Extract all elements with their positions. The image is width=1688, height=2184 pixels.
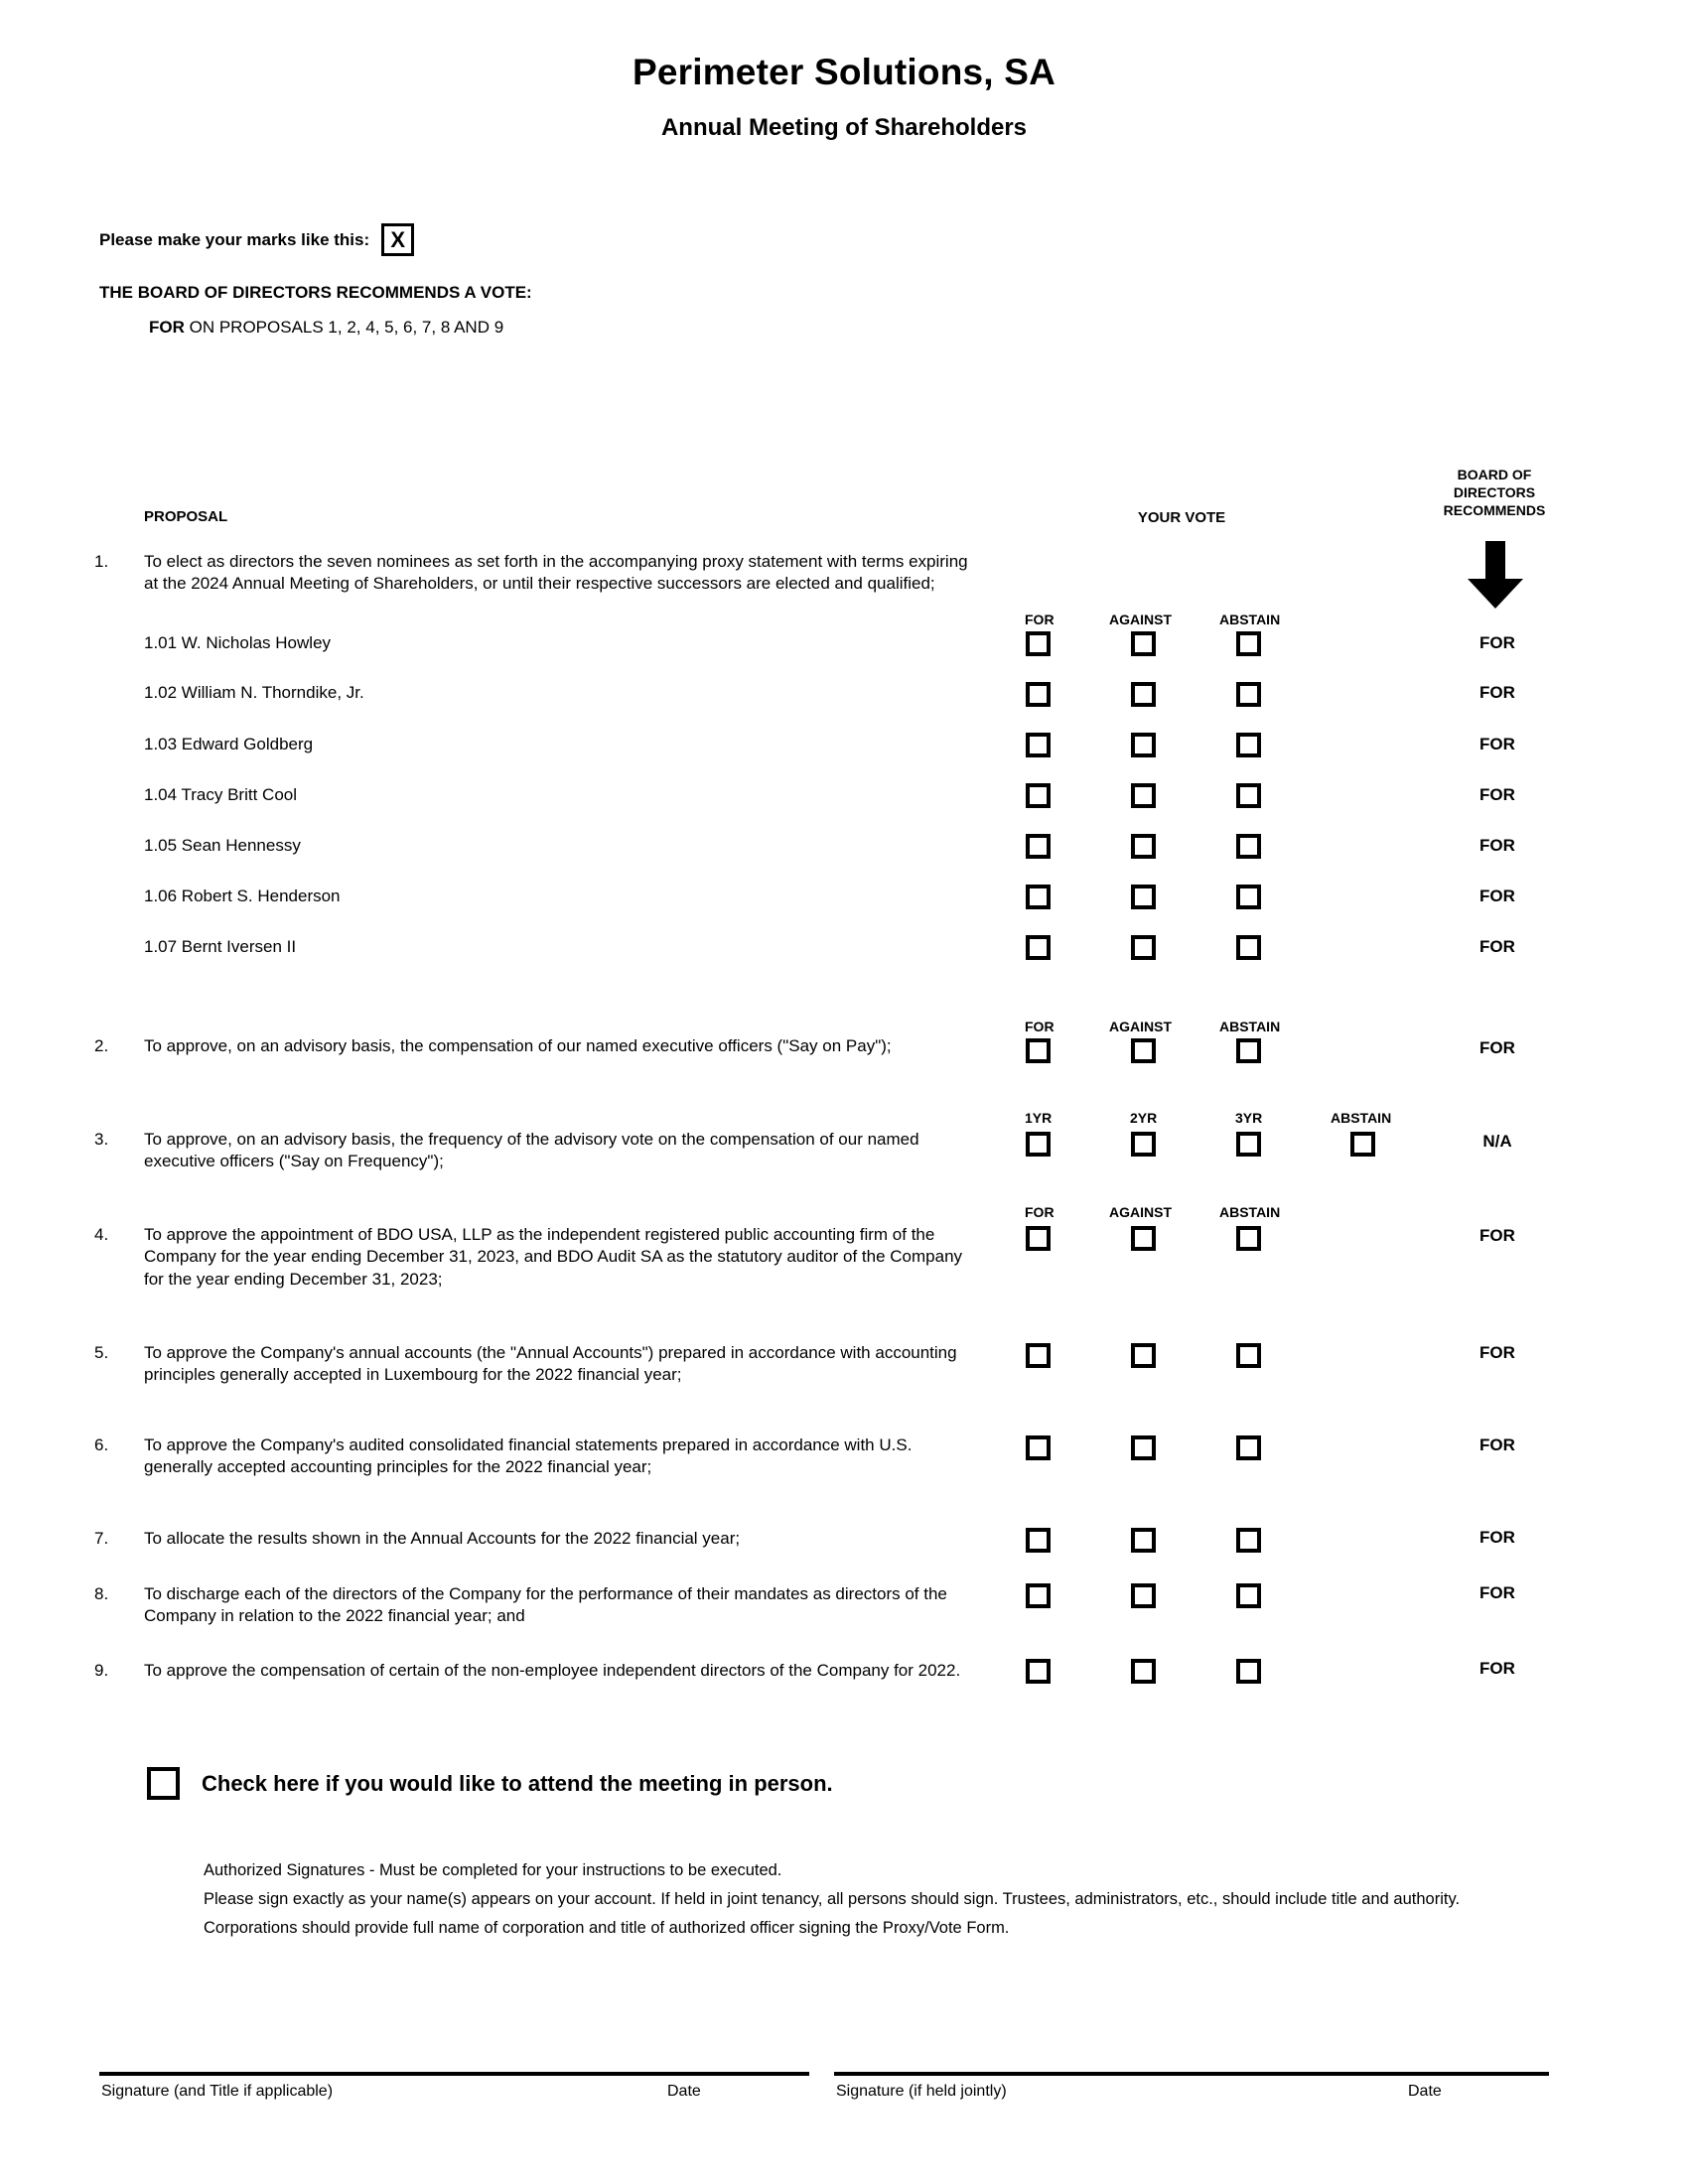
attend-meeting-row[interactable] (147, 1767, 833, 1800)
proposal-number-3: 3. (94, 1130, 109, 1149)
signature-instructions (204, 1856, 1484, 1943)
checkbox-nominee-5-against[interactable] (1131, 834, 1156, 859)
checkbox-proposal-7-abstain[interactable] (1236, 1528, 1261, 1553)
proposal-number-7: 7. (94, 1529, 109, 1548)
proposal-text-8: To discharge each of the directors of the Company for the performance of their mandates as directors of the Company in relation to the 2022 financial year; and (144, 1584, 947, 1626)
board-recommend-heading: THE BOARD OF DIRECTORS RECOMMENDS A VOTE: (99, 283, 532, 302)
nominee-label-3: 1.03 Edward Goldberg (144, 735, 314, 753)
vote-col-label-against-4: AGAINST (1109, 1204, 1172, 1220)
vote-col-label-for-2: FOR (1025, 1019, 1055, 1034)
checkbox-nominee-6-for[interactable] (1026, 885, 1051, 909)
checkbox-proposal-9-abstain[interactable] (1236, 1659, 1261, 1684)
proposal-text-3: To approve, on an advisory basis, the frequency of the advisory vote on the compensation of our named executive officers ("Say on Frequency"); (144, 1130, 919, 1171)
proposal-text-4: To approve the appointment of BDO USA, LLP as the independent registered public accounting firm of the Company for the year ending December 31, 2023, and BDO Audit SA as the statutory auditor of the Company for the year ending December 31, 2023; (144, 1225, 963, 1289)
vote-col-label-1yr-3: 1YR (1025, 1110, 1053, 1126)
proposal-number-2: 2. (94, 1036, 109, 1055)
proposal-row-9 (94, 1660, 968, 1682)
checkbox-proposal-4-for[interactable] (1026, 1226, 1051, 1251)
signature-rule-joint (834, 2072, 1549, 2076)
board-recommend-proposals: ON PROPOSALS 1, 2, 4, 5, 6, 7, 8 AND 9 (184, 318, 504, 337)
proposal-number-6: 6. (94, 1435, 109, 1454)
checkbox-nominee-1-for[interactable] (1026, 631, 1051, 656)
checkbox-nominee-1-abstain[interactable] (1236, 631, 1261, 656)
checkbox-nominee-6-against[interactable] (1131, 885, 1156, 909)
checkbox-proposal-3-2yr[interactable] (1131, 1132, 1156, 1157)
checkbox-proposal-3-abstain[interactable] (1350, 1132, 1375, 1157)
checkbox-proposal-4-abstain[interactable] (1236, 1226, 1261, 1251)
signature-caption-primary: Signature (and Title if applicable) (101, 2083, 334, 2100)
proposal-row-2 (94, 1035, 968, 1057)
proposal-row-6 (94, 1434, 968, 1479)
checkbox-proposal-3-3yr[interactable] (1236, 1132, 1261, 1157)
proposal-row-8 (94, 1583, 968, 1628)
checkbox-nominee-4-for[interactable] (1026, 783, 1051, 808)
column-header-board-recommends (1400, 467, 1589, 520)
checkbox-nominee-4-abstain[interactable] (1236, 783, 1261, 808)
checkbox-nominee-3-for[interactable] (1026, 733, 1051, 757)
recommendation-proposal-6: FOR (1479, 1435, 1515, 1454)
checkbox-proposal-5-for[interactable] (1026, 1343, 1051, 1368)
recommendation-proposal-3: N/A (1482, 1132, 1512, 1151)
nominee-label-5: 1.05 Sean Hennessy (144, 836, 301, 855)
recommendation-proposal-5: FOR (1479, 1343, 1515, 1362)
signature-instruction-line-1: Authorized Signatures - Must be completed for your instructions to be executed. (204, 1861, 782, 1879)
checkbox-nominee-5-for[interactable] (1026, 834, 1051, 859)
vote-col-label-abstain-3: ABSTAIN (1331, 1110, 1392, 1126)
proposal-text-6: To approve the Company's audited consolidated financial statements prepared in accordance with U.S. generally accepted accounting principles for the 2022 financial year; (144, 1435, 913, 1477)
recommendation-nominee-7: FOR (1479, 937, 1515, 956)
vote-col-label-abstain-1: ABSTAIN (1219, 612, 1281, 627)
recommendation-proposal-2: FOR (1479, 1038, 1515, 1057)
checkbox-nominee-2-for[interactable] (1026, 682, 1051, 707)
proposal-row-4 (94, 1224, 968, 1291)
proposal-row-7 (94, 1528, 968, 1550)
checkbox-proposal-7-for[interactable] (1026, 1528, 1051, 1553)
column-header-board-line3: RECOMMENDS (1443, 501, 1546, 518)
checkbox-proposal-3-1yr[interactable] (1026, 1132, 1051, 1157)
checkbox-proposal-6-abstain[interactable] (1236, 1435, 1261, 1460)
checkbox-attend-in-person[interactable] (147, 1767, 180, 1800)
proposal-text-5: To approve the Company's annual accounts (the "Annual Accounts") prepared in accordance with accounting principles generally accepted in Luxembourg for the 2022 financial year; (144, 1343, 957, 1385)
checkbox-proposal-8-abstain[interactable] (1236, 1583, 1261, 1608)
board-recommend-for: FOR (149, 318, 185, 337)
nominee-label-7: 1.07 Bernt Iversen II (144, 937, 297, 956)
vote-col-label-for-1: FOR (1025, 612, 1055, 627)
recommendation-proposal-4: FOR (1479, 1226, 1515, 1245)
proposal-text-9: To approve the compensation of certain of the non-employee independent directors of the Company for 2022. (144, 1661, 961, 1680)
checkbox-nominee-7-abstain[interactable] (1236, 935, 1261, 960)
checkbox-nominee-2-abstain[interactable] (1236, 682, 1261, 707)
nominee-label-4: 1.04 Tracy Britt Cool (144, 785, 298, 804)
board-recommend-detail (149, 318, 503, 338)
proposal-text-2: To approve, on an advisory basis, the compensation of our named executive officers ("Say on Pay"); (144, 1036, 892, 1055)
checkbox-proposal-8-against[interactable] (1131, 1583, 1156, 1608)
checkbox-nominee-3-against[interactable] (1131, 733, 1156, 757)
recommendation-proposal-8: FOR (1479, 1583, 1515, 1602)
recommendation-proposal-7: FOR (1479, 1528, 1515, 1547)
proposal-text-7: To allocate the results shown in the Annual Accounts for the 2022 financial year; (144, 1529, 741, 1548)
recommendation-nominee-6: FOR (1479, 887, 1515, 905)
vote-col-label-against-2: AGAINST (1109, 1019, 1172, 1034)
checkbox-proposal-2-abstain[interactable] (1236, 1038, 1261, 1063)
nominee-label-2: 1.02 William N. Thorndike, Jr. (144, 683, 364, 702)
recommendation-proposal-9: FOR (1479, 1659, 1515, 1678)
column-header-your-vote: YOUR VOTE (1137, 509, 1226, 526)
proposal-number-9: 9. (94, 1661, 109, 1680)
vote-col-label-abstain-4: ABSTAIN (1219, 1204, 1281, 1220)
checkbox-nominee-1-against[interactable] (1131, 631, 1156, 656)
checkbox-nominee-3-abstain[interactable] (1236, 733, 1261, 757)
signature-rule-primary (99, 2072, 809, 2076)
vote-col-label-2yr-3: 2YR (1130, 1110, 1158, 1126)
proposal-row-1 (94, 551, 968, 596)
mark-instruction (99, 223, 414, 256)
proposal-number-4: 4. (94, 1225, 109, 1244)
proposal-row-5 (94, 1342, 968, 1387)
checkbox-nominee-4-against[interactable] (1131, 783, 1156, 808)
proposal-text-1: To elect as directors the seven nominees as set forth in the accompanying proxy statement with terms expiring at the 2024 Annual Meeting of Shareholders, or until their respective successors are elected and qualified; (144, 552, 968, 594)
checkbox-nominee-7-against[interactable] (1131, 935, 1156, 960)
checkbox-nominee-7-for[interactable] (1026, 935, 1051, 960)
attend-in-person-label: Check here if you would like to attend the meeting in person. (202, 1770, 833, 1796)
recommendation-nominee-2: FOR (1479, 683, 1515, 702)
vote-col-label-against-1: AGAINST (1109, 612, 1172, 627)
nominee-label-1: 1.01 W. Nicholas Howley (144, 633, 332, 652)
proposal-number-1: 1. (94, 552, 109, 571)
vote-col-label-for-4: FOR (1025, 1204, 1055, 1220)
checkbox-nominee-6-abstain[interactable] (1236, 885, 1261, 909)
checkbox-proposal-2-against[interactable] (1131, 1038, 1156, 1063)
checkbox-nominee-2-against[interactable] (1131, 682, 1156, 707)
proposal-number-8: 8. (94, 1584, 109, 1603)
recommendation-nominee-1: FOR (1479, 633, 1515, 652)
checkbox-proposal-9-for[interactable] (1026, 1659, 1051, 1684)
checkbox-nominee-5-abstain[interactable] (1236, 834, 1261, 859)
column-header-board-line2: DIRECTORS (1453, 483, 1536, 500)
vote-col-label-3yr-3: 3YR (1235, 1110, 1263, 1126)
checkbox-proposal-7-against[interactable] (1131, 1528, 1156, 1553)
arrow-down-icon (1468, 541, 1523, 614)
column-header-proposal: PROPOSAL (144, 508, 228, 525)
recommendation-nominee-3: FOR (1479, 735, 1515, 753)
checkbox-proposal-2-for[interactable] (1026, 1038, 1051, 1063)
signature-caption-joint: Signature (if held jointly) (836, 2083, 1007, 2100)
vote-col-label-abstain-2: ABSTAIN (1219, 1019, 1281, 1034)
checkbox-proposal-6-for[interactable] (1026, 1435, 1051, 1460)
date-caption-primary: Date (667, 2083, 701, 2100)
proposal-number-5: 5. (94, 1343, 109, 1362)
proposal-row-3 (94, 1129, 968, 1173)
meeting-subtitle: Annual Meeting of Shareholders (660, 114, 1028, 141)
checkbox-proposal-5-against[interactable] (1131, 1343, 1156, 1368)
signature-instruction-line-2: Please sign exactly as your name(s) appears on your account. If held in joint tenancy, all persons should sign. Trustees, administrators, etc., should include title and authority. Corporations should provide full name of corporation and title of authorized officer signing the Proxy/Vote Form. (204, 1889, 1461, 1937)
nominee-label-6: 1.06 Robert S. Henderson (144, 887, 341, 905)
checkbox-proposal-9-against[interactable] (1131, 1659, 1156, 1684)
recommendation-nominee-5: FOR (1479, 836, 1515, 855)
checkbox-proposal-5-abstain[interactable] (1236, 1343, 1261, 1368)
company-title: Perimeter Solutions, SA (632, 52, 1056, 92)
recommendation-nominee-4: FOR (1479, 785, 1515, 804)
checkbox-proposal-6-against[interactable] (1131, 1435, 1156, 1460)
mark-example-box: X (381, 223, 414, 256)
mark-instruction-label: Please make your marks like this: (99, 229, 370, 249)
checkbox-proposal-4-against[interactable] (1131, 1226, 1156, 1251)
column-header-board-line1: BOARD OF (1457, 467, 1532, 482)
date-caption-joint: Date (1408, 2083, 1442, 2100)
checkbox-proposal-8-for[interactable] (1026, 1583, 1051, 1608)
